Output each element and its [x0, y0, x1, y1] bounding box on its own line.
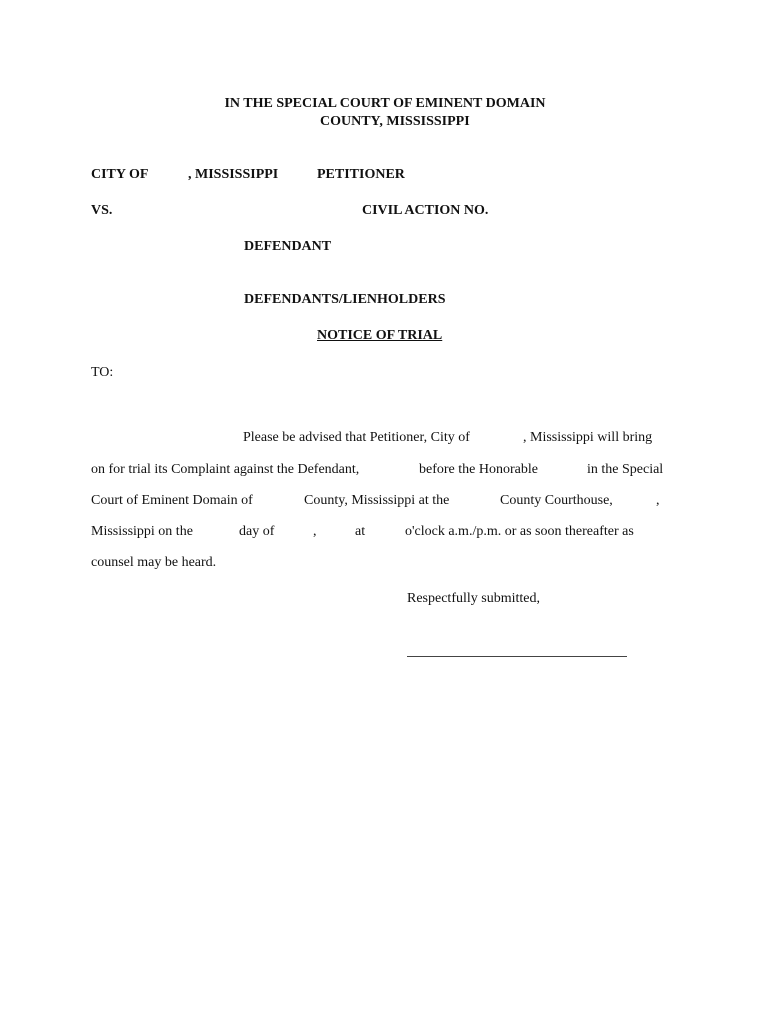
caption-lienholders: DEFENDANTS/LIENHOLDERS: [244, 292, 446, 307]
caption-defendant: DEFENDANT: [244, 239, 332, 254]
body-line-3a: Court of Eminent Domain of: [91, 493, 253, 508]
caption-vs: VS.: [91, 203, 113, 218]
body-line-4d: at: [355, 524, 366, 539]
caption-city-of: CITY OF: [91, 167, 149, 182]
body-line-4e: o'clock a.m./p.m. or as soon thereafter as: [405, 524, 634, 539]
court-county: COUNTY, MISSISSIPPI: [320, 114, 470, 129]
caption-mississippi: , MISSISSIPPI: [188, 167, 279, 182]
court-title: IN THE SPECIAL COURT OF EMINENT DOMAIN: [224, 96, 546, 111]
body-line-5: counsel may be heard.: [91, 555, 217, 570]
body-line-2a: on for trial its Complaint against the Defendant,: [91, 462, 360, 477]
caption-civil-action: CIVIL ACTION NO.: [362, 203, 489, 218]
signature-line: [407, 656, 627, 657]
to-label: TO:: [91, 365, 114, 380]
caption-petitioner: PETITIONER: [317, 167, 405, 182]
closing-text: Respectfully submitted,: [407, 591, 540, 606]
body-line-3d: ,: [656, 493, 660, 508]
body-line-1a: Please be advised that Petitioner, City of: [243, 430, 470, 445]
body-line-2c: in the Special: [587, 462, 664, 477]
body-line-1b: , Mississippi will bring: [523, 430, 653, 445]
body-line-3b: County, Mississippi at the: [304, 493, 450, 508]
body-line-4a: Mississippi on the: [91, 524, 193, 539]
body-line-3c: County Courthouse,: [500, 493, 613, 508]
body-line-2b: before the Honorable: [419, 462, 538, 477]
body-line-4b: day of: [239, 524, 275, 539]
body-line-4c: ,: [313, 524, 317, 539]
document-title: NOTICE OF TRIAL: [317, 328, 443, 343]
